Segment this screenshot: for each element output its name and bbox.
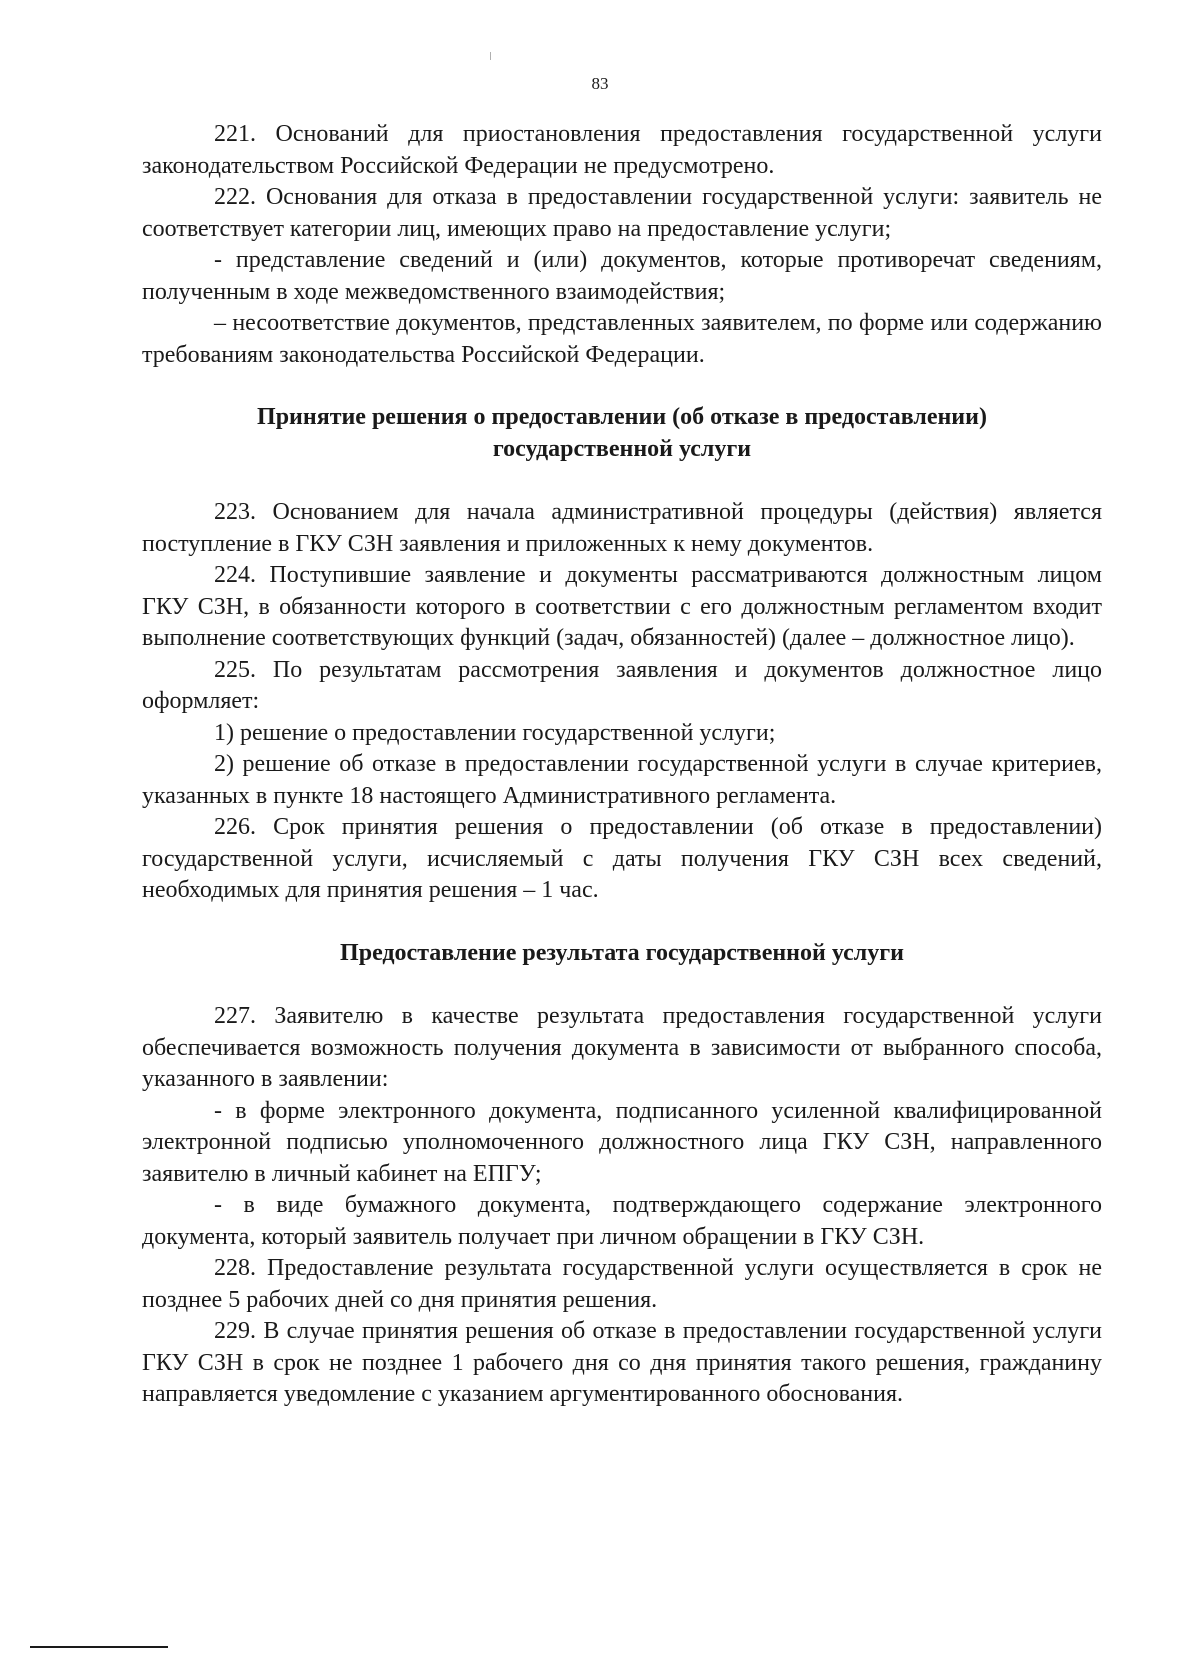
paragraph-225: 225. По результатам рассмотрения заявления и документов должностное лицо оформляет:: [142, 656, 1102, 714]
paragraph-229: 229. В случае принятия решения об отказе в предоставлении государственной услуги ГКУ СЗН в срок не позднее 1 рабочего дня со дня принятия такого решения, гражданину направляется уведомление с указанием аргументированного обоснования.: [142, 1318, 1102, 1407]
list-item-paper-document: - в виде бумажного документа, подтверждающего содержание электронного документа, который заявитель получает при личном обращении в ГКУ СЗН.: [142, 1192, 1102, 1250]
list-item-electronic-document: - в форме электронного документа, подписанного усиленной квалифицированной электронной подписью уполномоченного должностного лица ГКУ СЗН, направленного заявителю в личный кабинет на ЕПГУ;: [142, 1097, 1102, 1187]
paragraph-223: 223. Основанием для начала административной процедуры (действия) является поступление в ГКУ СЗН заявления и приложенных к нему документов.: [142, 499, 1102, 557]
section-heading-decision: Принятие решения о предоставлении (об отказе в предоставлении) государственной услуги: [257, 404, 987, 462]
list-item-decision-grant: 1) решение о предоставлении государственной услуги;: [214, 719, 776, 746]
scan-artifact: [490, 52, 491, 60]
paragraph-221: 221. Оснований для приостановления предоставления государственной услуги законодательством Российской Федерации не предусмотрено.: [142, 121, 1102, 179]
list-item-contradicting-info: - представление сведений и (или) документов, которые противоречат сведениям, полученным в ходе межведомственного взаимодействия;: [142, 247, 1102, 305]
section-heading-result: Предоставление результата государственной услуги: [340, 939, 904, 966]
paragraph-224: 224. Поступившие заявление и документы рассматриваются должностным лицом ГКУ СЗН, в обязанности которого в соответствии с его должностным регламентом входит выполнение соответствующих функций (задач, обязанностей) (далее – должностное лицо).: [142, 562, 1102, 651]
page-number: 83: [591, 74, 609, 93]
paragraph-222: 222. Основания для отказа в предоставлении государственной услуги: заявитель не соответствует категории лиц, имеющих право на предоставление услуги;: [142, 184, 1102, 242]
paragraph-228: 228. Предоставление результата государственной услуги осуществляется в срок не позднее 5 рабочих дней со дня принятия решения.: [142, 1255, 1102, 1313]
paragraph-226: 226. Срок принятия решения о предоставлении (об отказе в предоставлении) государственной услуги, исчисляемый с даты получения ГКУ СЗН всех сведений, необходимых для принятия решения – 1 час.: [142, 814, 1102, 903]
document-body: [142, 119, 1102, 1411]
footer-rule: [30, 1646, 168, 1648]
list-item-nonconforming-docs: – несоответствие документов, представленных заявителем, по форме или содержанию требованиям законодательства Российской Федерации.: [142, 310, 1102, 368]
paragraph-227: 227. Заявителю в качестве результата предоставления государственной услуги обеспечивается возможность получения документа в зависимости от выбранного способа, указанного в заявлении:: [142, 1003, 1102, 1092]
list-item-decision-refusal: 2) решение об отказе в предоставлении государственной услуги в случае критериев, указанных в пункте 18 настоящего Административного регламента.: [142, 751, 1102, 809]
